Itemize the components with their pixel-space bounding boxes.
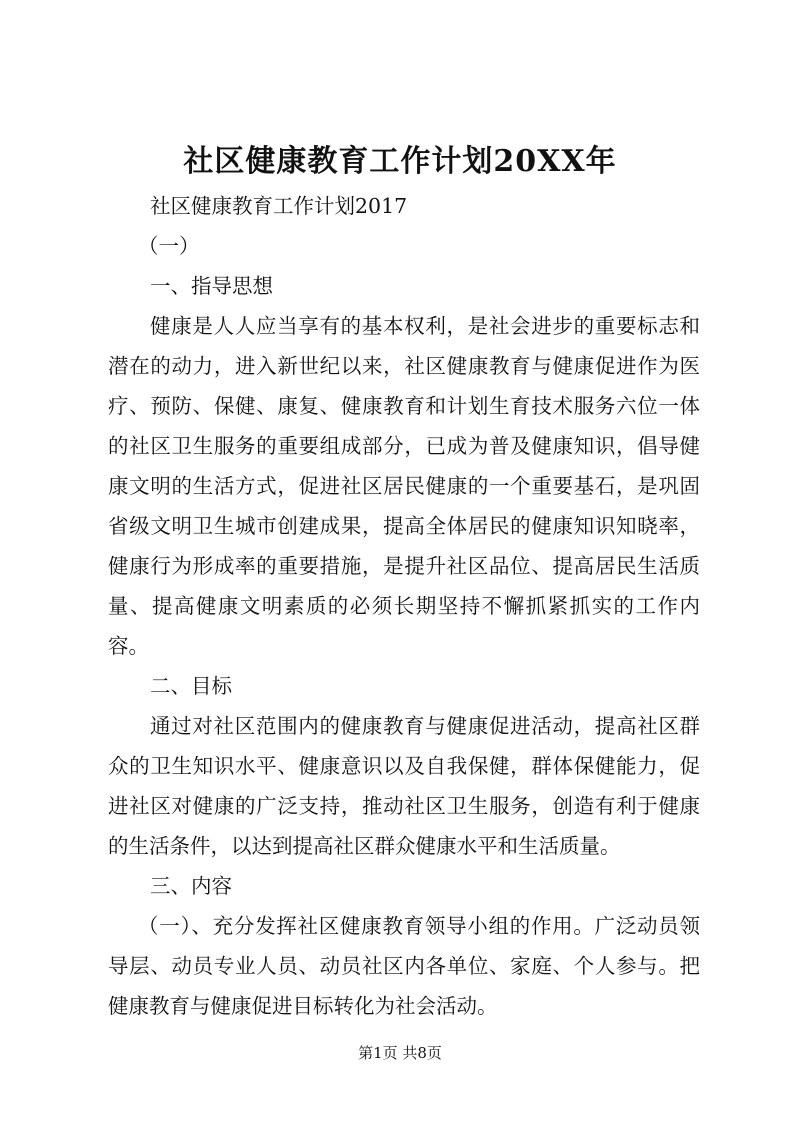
section-heading-content: 三、内容 [150,874,232,898]
section-heading-guiding-ideology: 一、指导思想 [150,274,273,298]
section-paragraph-guiding-ideology: 健康是人人应当享有的基本权利，是社会进步的重要标志和潜在的动力，进入新世纪以来，社区健康教育与健康促进作为医疗、预防、保健、康复、健康教育和计划生育技术服务六位一体的社区卫生服务的重要组成部分，已成为普及健康知识，倡导健康文明的生活方式，促进社区居民健康的一个重要基石，是巩固省级文明卫生城市创建成果，提高全体居民的健康知识知晓率，健康行为形成率的重要措施，是提升社区品位、提高居民生活质量、提高健康文明素质的必须长期坚持不懈抓紧抓实的工作内容。 [108,314,700,658]
document-subtitle: 社区健康教育工作计划2017 [150,194,408,218]
section-heading-goals: 二、目标 [150,674,232,698]
part-label: （一） [138,234,200,258]
document-title: 社区健康教育工作计划20XX年 [183,144,617,179]
document-body [108,186,700,1026]
section-paragraph-content: （一）、充分发挥社区健康教育领导小组的作用。广泛动员领导层、动员专业人员、动员社区内各单位、家庭、个人参与。把健康教育与健康促进目标转化为社会活动。 [108,914,700,1018]
page-indicator: 第1页 共8页 [358,1044,442,1062]
section-paragraph-goals: 通过对社区范围内的健康教育与健康促进活动，提高社区群众的卫生知识水平、健康意识以及自我保健，群体保健能力，促进社区对健康的广泛支持，推动社区卫生服务，创造有利于健康的生活条件，以达到提高社区群众健康水平和生活质量。 [108,714,700,858]
